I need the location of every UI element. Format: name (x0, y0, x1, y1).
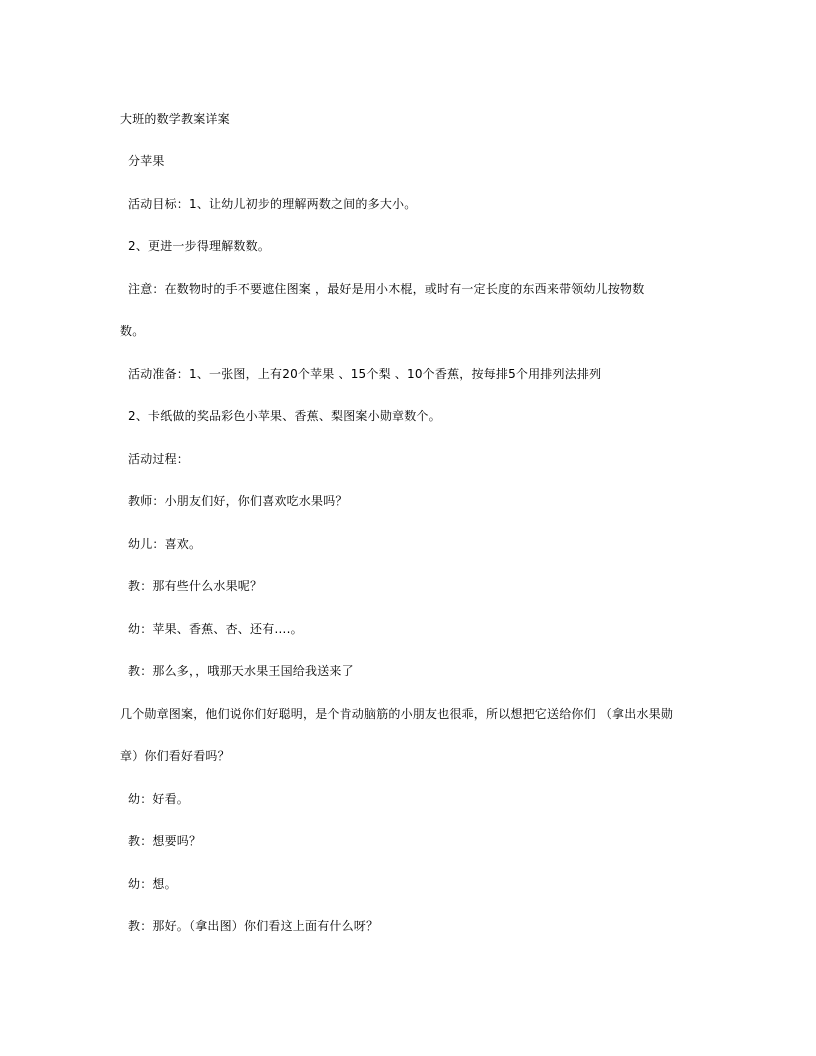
paragraph-line: 2、更进一步得理解数数。 (128, 239, 271, 253)
paragraph-line: 教：想要吗？ (128, 834, 202, 848)
paragraph-line: 教：那么多，，哦那天水果王国给我送来了 (128, 664, 354, 678)
paragraph-line: 注意：在数物时的手不要遮住图案 ，最好是用小木棍，或时有一定长度的东西来带领幼儿按物数 (128, 282, 645, 296)
paragraph-line: 活动过程： (128, 452, 190, 466)
paragraph-line: 教：那有些什么水果呢？ (128, 579, 263, 593)
paragraph-line: 几个勋章图案，他们说你们好聪明，是个肯动脑筋的小朋友也很乖，所以想把它送给你们 （拿出水果勋 (120, 707, 674, 721)
paragraph-line: 幼：好看。 (128, 792, 190, 806)
paragraph-line: 幼：苹果、香蕉、杏、还有….。 (128, 622, 303, 636)
paragraph-line: 章）你们看好看吗？ (120, 749, 230, 763)
paragraph-line: 数。 (120, 324, 145, 338)
paragraph-line: 教师：小朋友们好，你们喜欢吃水果吗？ (128, 494, 348, 508)
document-title: 大班的数学教案详案 (120, 112, 230, 126)
paragraph-line: 幼：想。 (128, 877, 177, 891)
paragraph-line: 教：那好。（拿出图）你们看这上面有什么呀？ (128, 919, 379, 933)
paragraph-line: 分苹果 (128, 154, 165, 168)
paragraph-line: 活动准备：1、一张图，上有20个苹果 、15个梨 、10个香蕉，按每排5个用排列法排列 (128, 367, 602, 381)
paragraph-line: 活动目标：1、让幼儿初步的理解两数之间的多大小。 (128, 197, 417, 211)
paragraph-line: 2、卡纸做的奖品彩色小苹果、香蕉、梨图案小勋章数个。 (128, 409, 441, 423)
paragraph-line: 幼儿：喜欢。 (128, 537, 202, 551)
